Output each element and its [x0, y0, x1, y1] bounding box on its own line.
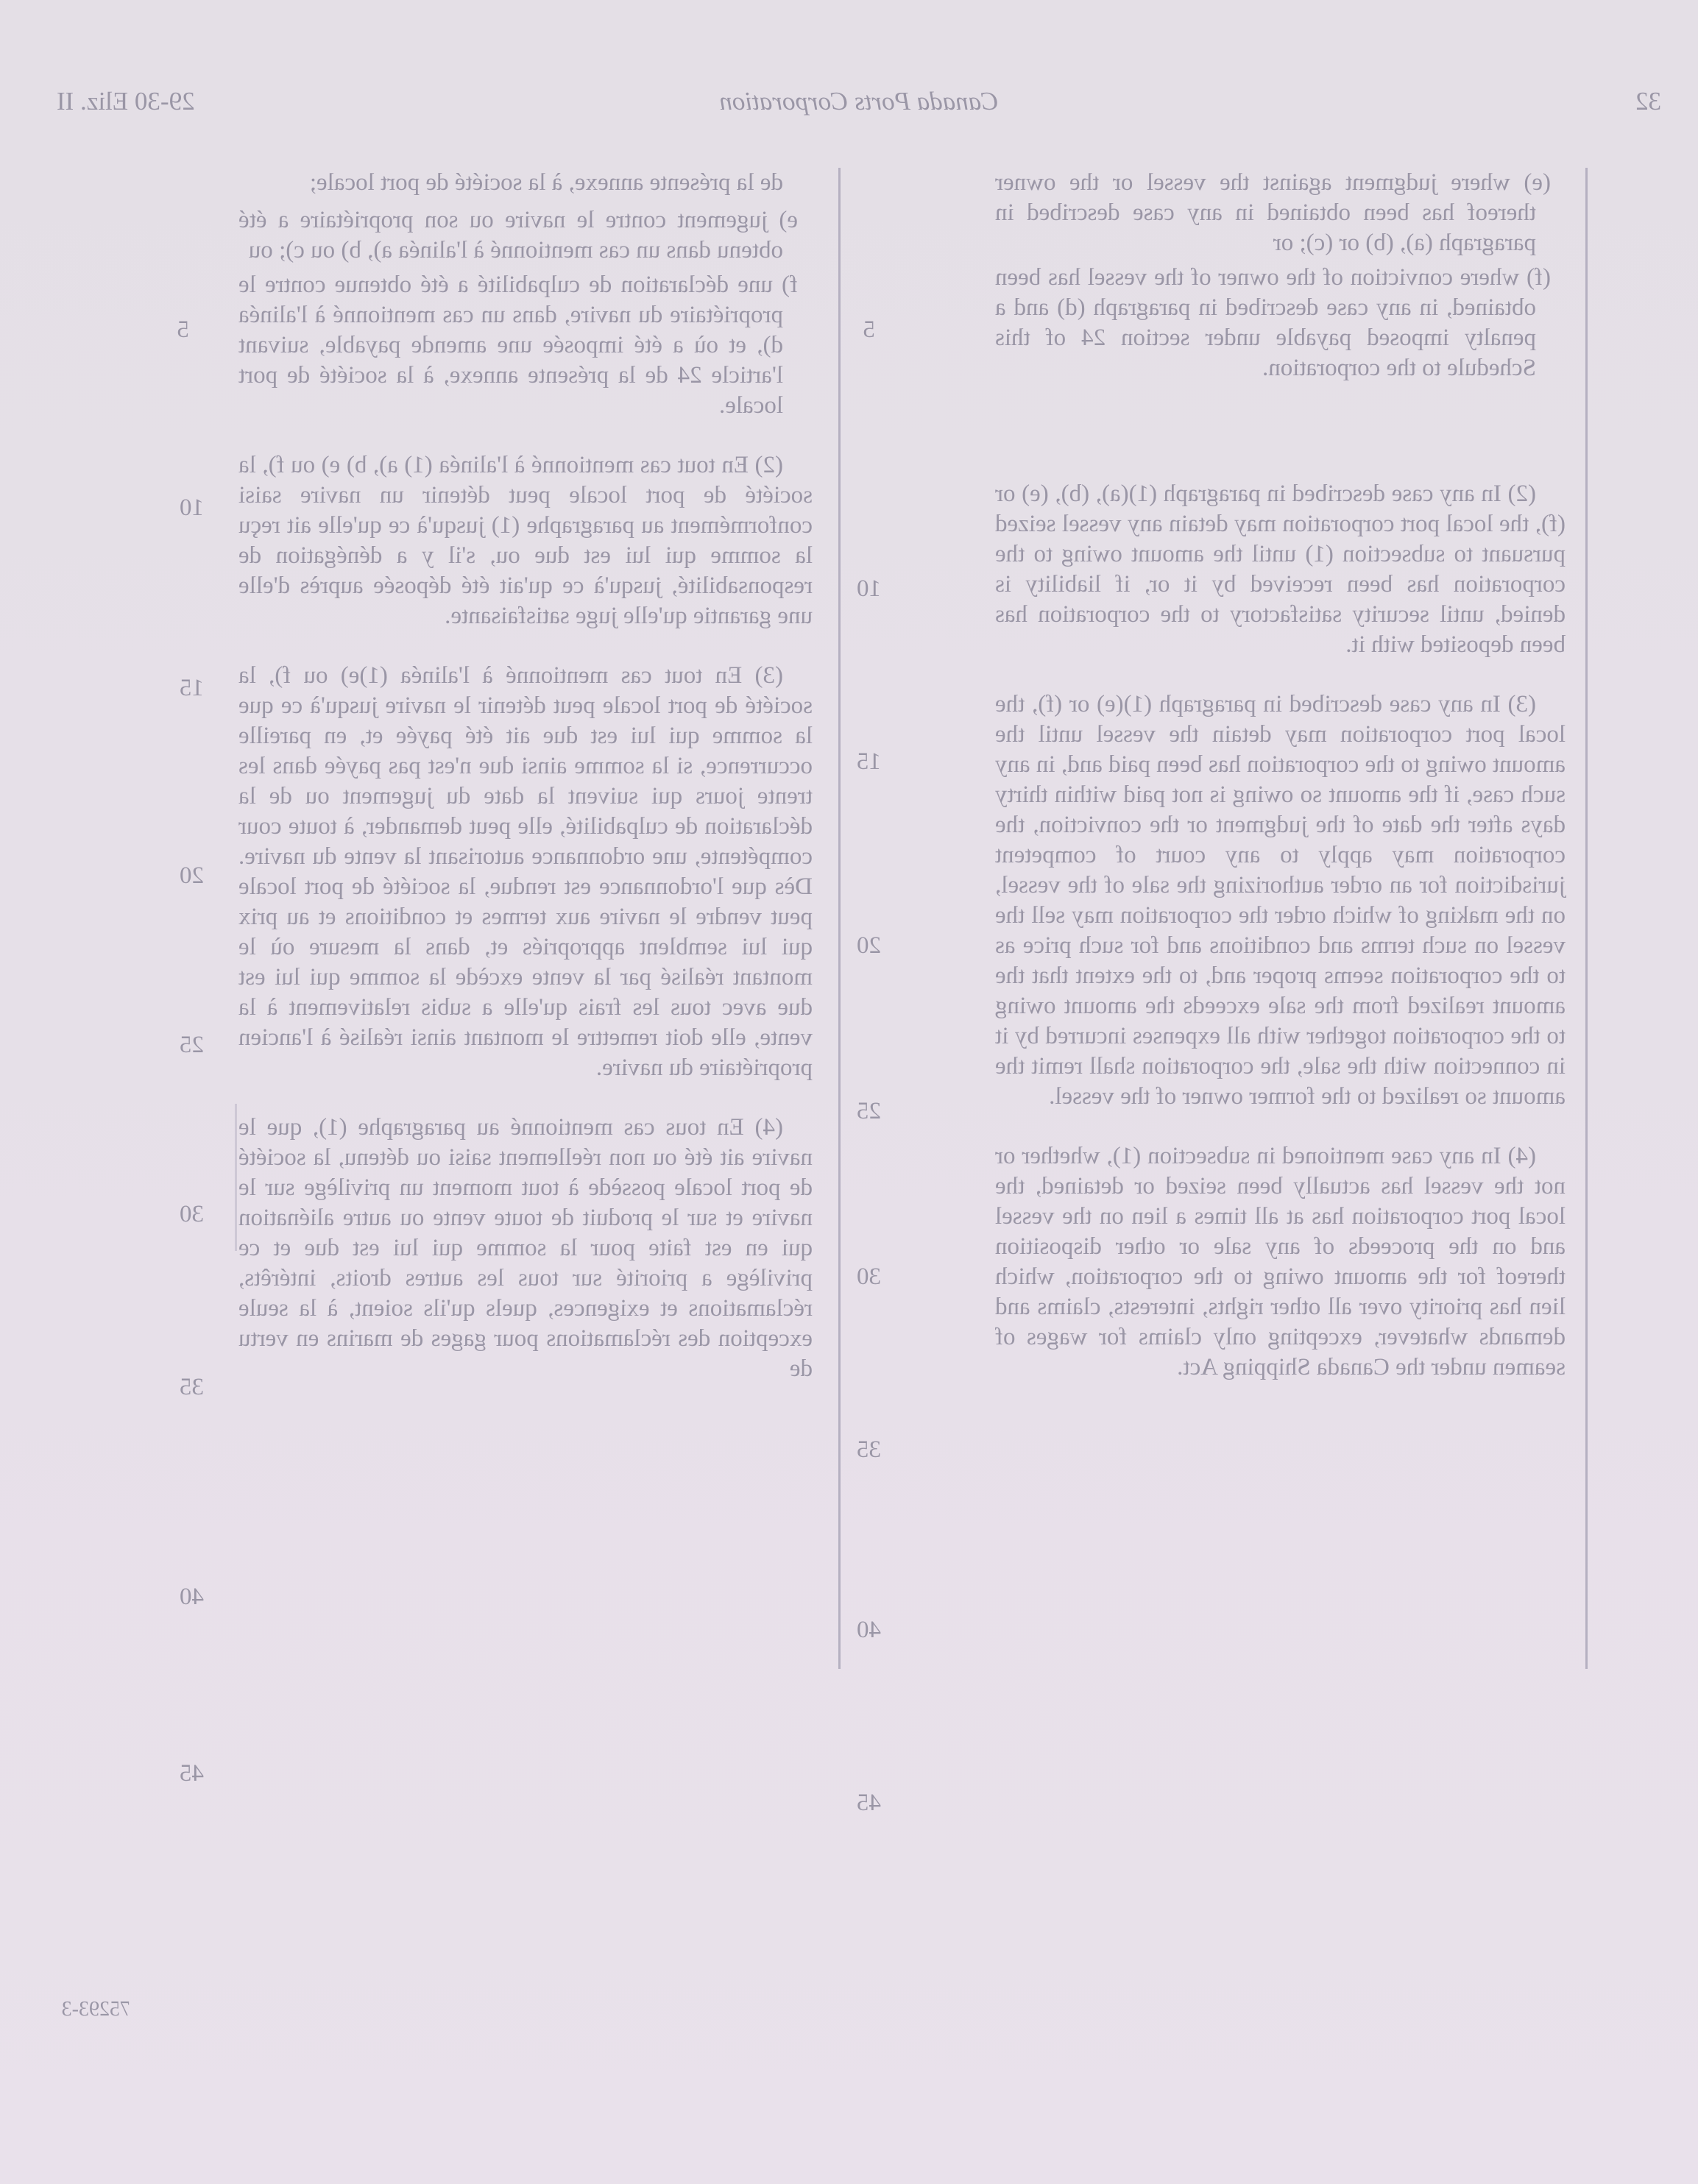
- line-number: 35: [857, 1436, 881, 1463]
- english-para-1f: (f) where conviction of the owner of the vessel has been obtained, in any case described in paragraph (d) and a penalty imposed payable under section 24 of this Schedule to the corporation.: [995, 264, 1551, 381]
- line-number: 40: [857, 1617, 881, 1643]
- line-number: 30: [180, 1201, 204, 1227]
- line-number: 5: [863, 316, 875, 343]
- french-para-0: de la présente annexe, à la société de port locale;: [309, 169, 783, 196]
- english-column: [995, 168, 1566, 1412]
- line-number: 25: [857, 1098, 881, 1124]
- french-margin-rule: [235, 1104, 237, 1251]
- english-para-3: (3) In any case described in paragraph (1)(e) or (f), the local port corporation may detain the vessel until the amount owing to the corporation has been paid and, in any such case, if the amount so owing is not paid within thirty days after the date of the judgment or the conviction, the corporation may apply to any court of competent jurisdiction for an order authorizing the sale of the vessel, on the making of which order the corporation may sell the vessel on such terms and conditions and for such price as to the corporation seems proper and, to the extent that the amount realized from the sale exceeds the amount owing to the corporation together with all expenses incurred by it in connection with the sale, the corporation shall remit the amount so realized to the former owner of the vessel.: [995, 691, 1566, 1110]
- page-title: Canada Ports Corporation: [719, 87, 999, 116]
- french-para-1e: e) jugement contre le navire ou son propriétaire a été obtenu dans un cas mentionné à l'alinéa a), b) ou c); ou: [238, 207, 798, 263]
- line-number: 10: [857, 575, 881, 602]
- english-margin-rule: [1585, 168, 1588, 1669]
- english-para-1e: (e) where judgment against the vessel or the owner thereof has been obtained in any case described in paragraph (a), (b) or (c); or: [995, 169, 1551, 256]
- french-para-1f: f) une déclaration de culpabilité a été obtenue contre le propriétaire du navire, dans un cas mentionné à l'alinéa d), et où a été imposée une amende payable, suivant l'article 24 de la présente annexe, à la société de port locale.: [238, 272, 798, 419]
- french-para-4: (4) En tous cas mentionné au paragraphe (1), que le navire ait été ou non réellement saisi ou détenu, la société de port locale possède à tout moment un privilège sur le navire et sur le produit de toute vente ou autre aliénation qui en est faite pour la somme qui lui est due et ce privilège a priorité sur tous les autres droits, intérêts, réclamations et exigences, quels qu'ils soient, à la seule exception des réclamations pour gages de marins en vertu de: [238, 1114, 813, 1382]
- line-number: 15: [180, 675, 204, 701]
- line-number: 10: [180, 494, 204, 521]
- regnal-year: 29-30 Eliz. II: [57, 87, 195, 116]
- line-number: 35: [180, 1374, 204, 1400]
- line-number: 30: [857, 1263, 881, 1290]
- line-number: 15: [857, 748, 881, 775]
- line-number: 5: [177, 316, 189, 343]
- center-rule: [838, 168, 841, 1669]
- line-number: 45: [857, 1790, 881, 1816]
- line-number: 20: [857, 932, 881, 959]
- page-number: 32: [1635, 87, 1661, 116]
- line-number: 45: [180, 1760, 204, 1787]
- french-para-2: (2) En tout cas mentionné à l'alinéa (1) a), b) e) ou f), la société de port locale peut détenir un navire saisi conformément au paragraphe (1) jusqu'à ce qu'elle ait reçu la somme qui lui est due ou, s'il y a dénégation de responsabilité, jusqu'à ce qu'ait été déposée auprès d'elle une garantie qu'elle juge satisfaisante.: [238, 452, 813, 629]
- line-number: 20: [180, 862, 204, 889]
- french-column: [238, 168, 813, 1414]
- page-footer: 75293-3: [61, 1998, 130, 2021]
- french-para-3: (3) En tout cas mentionné à l'alinéa (1)e) ou f), la société de port locale peut détenir le navire jusqu'à ce que la somme qui lui est due ait été payée et, en pareille occurrence, si la somme ainsi due n'est pas payée dans les trente jours qui suivent la date du jugement ou de la déclaration de culpabilité, elle peut demander, à toute cour compétente, une ordonnance autorisant la vente du navire. Dès que l'ordonnance est rendue, la société de port locale peut vendre le navire aux termes et conditions et au prix qui lui semblent appropriés et, dans la mesure où le montant réalisé par la vente excède la somme qui lui est due avec tous les frais qu'elle a subis relativement à la vente, elle doit remettre le montant ainsi réalisé à l'ancien propriétaire du navire.: [238, 662, 813, 1081]
- line-number: 40: [180, 1584, 204, 1610]
- english-para-4: (4) In any case mentioned in subsection (1), whether or not the vessel has actually been seized or detained, the local port corporation has at all times a lien on the vessel and on the proceeds of any sale or other disposition thereof for the amount owing to the corporation, which lien has priority over all other rights, interests, claims and demands whatever, excepting only claims for wages of seamen under the Canada Shipping Act.: [995, 1143, 1566, 1380]
- running-header: [57, 87, 1661, 131]
- line-number: 25: [180, 1032, 204, 1058]
- english-para-2: (2) In any case described in paragraph (1)(a), (b), (e) or (f), the local port corporation may detain any vessel seized pursuant to subsection (1) until the amount owing to the corporation has been received by it or, if liability is denied, until security satisfactory to the corporation has been deposited with it.: [995, 481, 1566, 658]
